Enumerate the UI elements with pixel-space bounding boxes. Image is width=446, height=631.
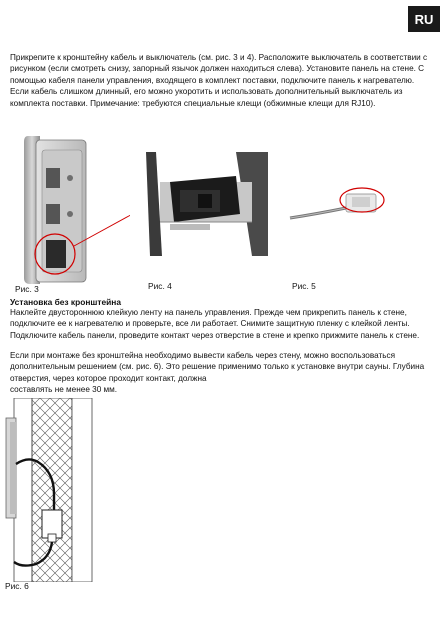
figure-5-connector	[286, 180, 410, 232]
figure-4-switch-mount	[140, 152, 268, 256]
no-bracket-instructions-paragraph: Наклейте двустороннюю клейкую ленту на панель управления. Прежде чем прикрепить панель к стене, подключите ее к нагревателю и проверьте, все ли работает. Снимите защитную пленку с клейкой ленты. Подключите кабель панели, проведите контакт через отверстие в стене и крепко прижмите панель к стене.	[10, 308, 420, 340]
hole-depth-paragraph: составлять не менее 30 мм.	[10, 385, 118, 394]
figure-3-panel-bracket	[10, 128, 130, 288]
through-wall-paragraph: Если при монтаже без кронштейна необходимо вывести кабель через стену, можно воспользоваться дополнительным решением (см. рис. 6). Это решение применимо только к установке внутри сауны. Глубина отверстия, через которое проходит контакт, должна	[10, 351, 425, 383]
section-title: Установка без кронштейна	[10, 297, 122, 307]
figure-4-caption: Рис. 4	[148, 281, 172, 291]
figure-6-wall-cross-section	[0, 398, 110, 582]
figure-5-caption: Рис. 5	[292, 281, 316, 291]
mount-instructions-paragraph: Прикрепите к кронштейну кабель и выключатель (см. рис. 3 и 4). Расположите выключатель в соответствии с рисунком (если смотреть снизу, запорный язычок должен находиться слева). Установите панель на стене. С помощью кабеля панели управления, входящего в комплект поставки, подключите панель к нагревателю. Если кабель слишком длинный, его можно укоротить и использовать дополнительный выключатель из комплекта поставки. Примечание: требуются специальные клещи (обжимные клещи для RJ10).	[10, 53, 428, 108]
figure-6-caption: Рис. 6	[5, 581, 29, 591]
figure-3-caption: Рис. 3	[15, 284, 39, 294]
language-badge: RU	[408, 6, 440, 32]
